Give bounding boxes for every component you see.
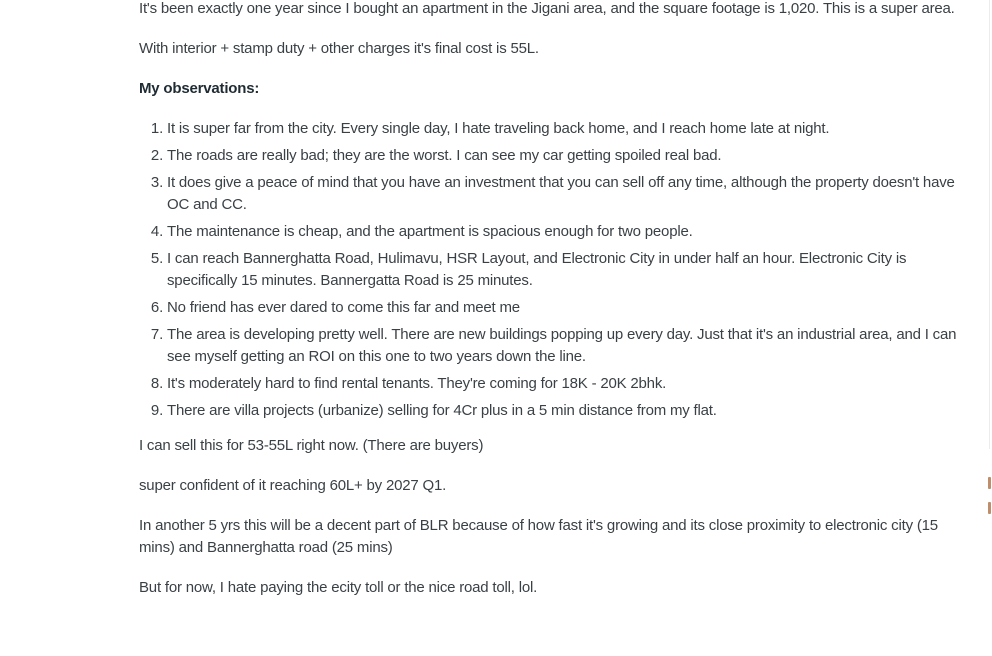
post-paragraph-intro-1: It's been exactly one year since I bought an apartment in the Jigani area, and the square footage is 1,020. This is a super area. (139, 0, 955, 17)
observation-item: 1. It is super far from the city. Every single day, I hate traveling back home, and I reach home late at night. (167, 118, 957, 140)
observations-list (139, 118, 957, 422)
observation-item: 6. No friend has ever dared to come this far and meet me (167, 297, 957, 319)
observations-heading: My observations: (139, 80, 260, 97)
observation-item: 3. It does give a peace of mind that you have an investment that you can sell off any time, although the property doesn't have OC and CC. (167, 172, 957, 216)
post-paragraph-closing-1: I can sell this for 53-55L right now. (There are buyers) (139, 437, 484, 454)
post-paragraph-closing-3: In another 5 yrs this will be a decent part of BLR because of how fast it's growing and its close proximity to electronic city (15 mins) and Bannerghatta road (25 mins) (139, 517, 938, 556)
sidebar-edge-divider (989, 0, 990, 449)
post-paragraph-closing-2: super confident of it reaching 60L+ by 2027 Q1. (139, 477, 447, 494)
post-body (139, 0, 957, 617)
observation-item: 7. The area is developing pretty well. There are new buildings popping up every day. Just that it's an industrial area, and I can see myself getting an ROI on this one to two years down the line. (167, 324, 957, 368)
post-paragraph-intro-2: With interior + stamp duty + other charges it's final cost is 55L. (139, 40, 539, 57)
observation-item: 9. There are villa projects (urbanize) selling for 4Cr plus in a 5 min distance from my flat. (167, 400, 957, 422)
observation-item: 2. The roads are really bad; they are the worst. I can see my car getting spoiled real bad. (167, 145, 957, 167)
observation-item: 5. I can reach Bannerghatta Road, Hulimavu, HSR Layout, and Electronic City in under half an hour. Electronic City is specifically 15 minutes. Bannergatta Road is 25 minutes. (167, 248, 957, 292)
observation-item: 8. It's moderately hard to find rental tenants. They're coming for 18K - 20K 2bhk. (167, 373, 957, 395)
cutoff-element-bottom (988, 502, 991, 514)
cutoff-element-top (988, 477, 991, 489)
post-paragraph-closing-4: But for now, I hate paying the ecity toll or the nice road toll, lol. (139, 579, 538, 596)
observation-item: 4. The maintenance is cheap, and the apartment is spacious enough for two people. (167, 221, 957, 243)
